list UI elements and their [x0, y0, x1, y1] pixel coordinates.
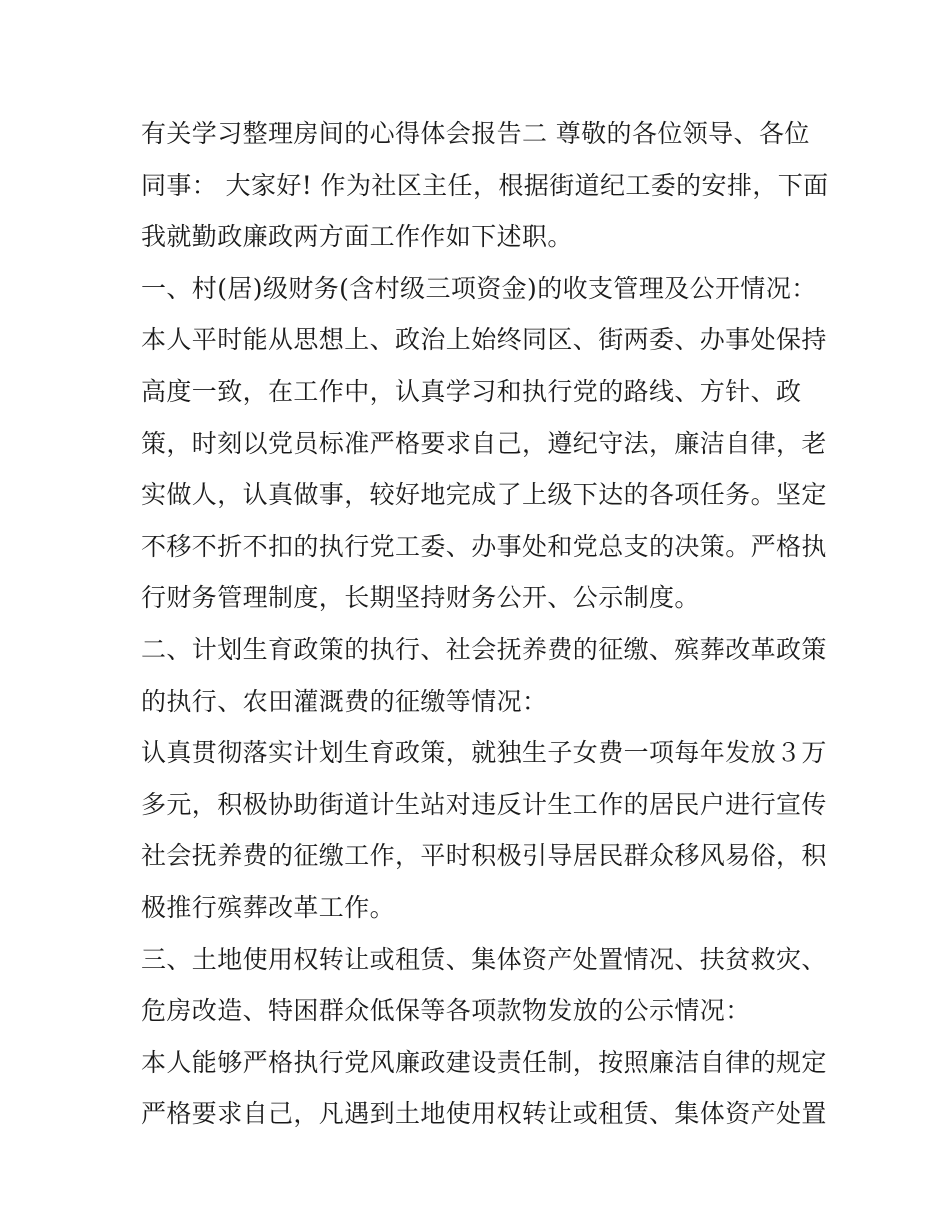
text-line: 多元，积极协助街道计生站对违反计生工作的居民户进行宣传 [141, 789, 827, 819]
section-heading: 一、村(居)级财务(含村级三项资金)的收支管理及公开情况： [141, 273, 817, 303]
text-line: 策，时刻以党员标准严格要求自己，遵纪守法，廉洁自律，老 [141, 428, 827, 458]
document-body [141, 108, 829, 1140]
text-line: 社会抚养费的征缴工作，平时积极引导居民群众移风易俗，积 [141, 841, 827, 871]
text-line: 本人能够严格执行党风廉政建设责任制，按照廉洁自律的规定 [141, 1047, 827, 1077]
section-heading: 三、土地使用权转让或租赁、集体资产处置情况、扶贫救灾、 [141, 944, 827, 974]
text-line: 行财务管理制度，长期坚持财务公开、公示制度。 [141, 583, 700, 613]
text-line: 有关学习整理房间的心得体会报告二 尊敬的各位领导、各位 [141, 119, 810, 148]
text-line: 同事： 大家好! 作为社区主任，根据街道纪工委的安排，下面 [141, 170, 829, 200]
text-line: 认真贯彻落实计划生育政策，就独生子女费一项每年发放３万 [141, 738, 827, 768]
section-heading: 二、计划生育政策的执行、社会抚养费的征缴、殡葬改革政策 [141, 634, 827, 664]
text-line: 极推行殡葬改革工作。 [141, 892, 396, 922]
text-line: 本人平时能从思想上、政治上始终同区、街两委、办事处保持 [141, 325, 827, 355]
text-line: 我就勤政廉政两方面工作作如下述职。 [141, 222, 573, 252]
text-line: 不移不折不扣的执行党工委、办事处和党总支的决策。严格执 [141, 531, 827, 561]
section-heading-cont: 危房改造、特困群众低保等各项款物发放的公示情况： [141, 996, 751, 1026]
section-heading-cont: 的执行、农田灌溉费的征缴等情况： [141, 686, 548, 716]
text-line: 实做人，认真做事，较好地完成了上级下达的各项任务。坚定 [141, 480, 827, 510]
text-line: 高度一致，在工作中，认真学习和执行党的路线、方针、政 [141, 376, 802, 406]
text-line: 严格要求自己，凡遇到土地使用权转让或租赁、集体资产处置 [141, 1099, 827, 1129]
